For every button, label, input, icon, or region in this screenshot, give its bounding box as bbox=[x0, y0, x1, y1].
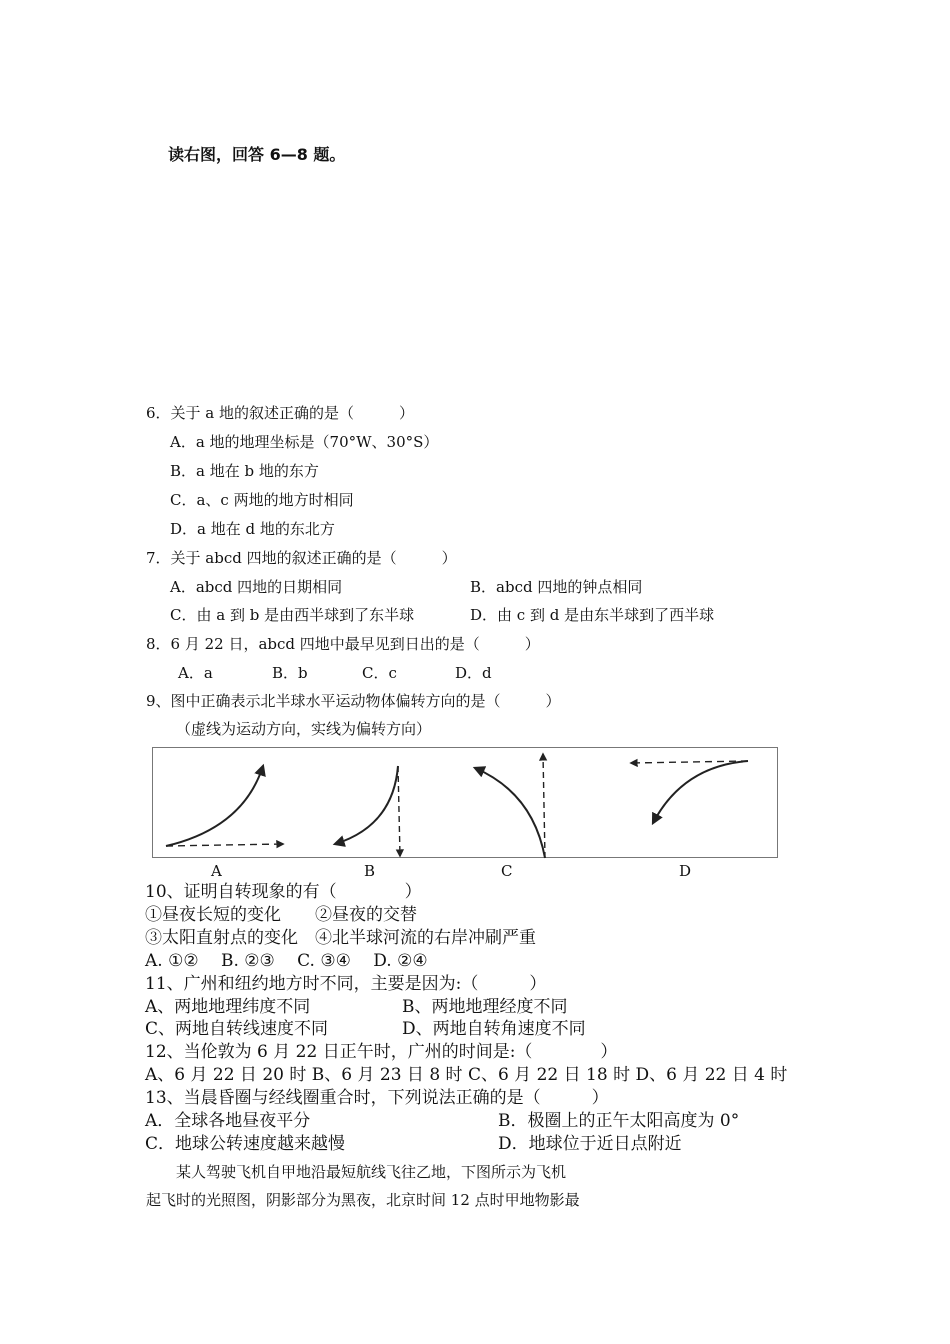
deflection-figure bbox=[152, 747, 778, 858]
q12-options: A、6 月 22 日 20 时 B、6 月 23 日 8 时 C、6 月 22 日 18 时 D、6 月 22 日 4 时 bbox=[145, 1065, 788, 1085]
q13-option-d: D．地球位于近日点附近 bbox=[498, 1134, 682, 1154]
q7-option-c: C．由 a 到 b 是由西半球到了东半球 bbox=[170, 606, 415, 624]
q6-option-d: D．a 地在 d 地的东北方 bbox=[170, 520, 335, 538]
q7-option-d: D．由 c 到 d 是由东半球到了西半球 bbox=[470, 606, 715, 624]
diagram-label-a: A bbox=[211, 862, 222, 880]
q8-option-a: A．a bbox=[178, 664, 213, 682]
q6-option-a: A．a 地的地理坐标是（70°W、30°S） bbox=[170, 433, 439, 451]
diagram-d bbox=[631, 761, 748, 823]
q6-option-b: B．a 地在 b 地的东方 bbox=[170, 462, 319, 480]
diagram-b bbox=[335, 766, 400, 856]
diagram-a-deflection-curve bbox=[166, 766, 263, 846]
diagram-b-motion-dashed bbox=[398, 766, 400, 856]
q8-option-d: D．d bbox=[455, 664, 492, 682]
q10-line1: ①昼夜长短的变化 ②昼夜的交替 bbox=[145, 905, 417, 925]
diagram-d-deflection-curve bbox=[653, 761, 748, 823]
q13-option-a: A．全球各地昼夜平分 bbox=[145, 1111, 311, 1131]
passage-line1: 某人驾驶飞机自甲地沿最短航线飞往乙地，下图所示为飞机 bbox=[176, 1163, 567, 1181]
diagram-b-deflection-curve bbox=[335, 766, 398, 844]
q10-options: A. ①② B. ②③ C. ③④ D. ②④ bbox=[145, 951, 428, 971]
q12-stem: 12、当伦敦为 6 月 22 日正午时，广州的时间是:（ ） bbox=[145, 1042, 618, 1062]
q13-option-b: B．极圈上的正午太阳高度为 0° bbox=[498, 1111, 740, 1131]
q8-option-c: C．c bbox=[362, 664, 397, 682]
diagram-label-c: C bbox=[501, 862, 513, 880]
diagram-label-d: D bbox=[679, 862, 692, 880]
q10-line2: ③太阳直射点的变化 ④北半球河流的右岸冲刷严重 bbox=[145, 928, 536, 948]
q11-option-b: B、两地地理经度不同 bbox=[402, 997, 568, 1017]
q10-stem: 10、证明自转现象的有（ ） bbox=[145, 882, 422, 902]
q7-option-a: A．abcd 四地的日期相同 bbox=[170, 578, 343, 596]
q11-stem: 11、广州和纽约地方时不同，主要是因为:（ ） bbox=[145, 974, 547, 994]
diagram-c bbox=[475, 754, 545, 858]
diagram-a bbox=[166, 766, 283, 846]
diagram-label-b: B bbox=[364, 862, 376, 880]
diagram-a-motion-dashed bbox=[166, 844, 283, 846]
diagram-c-deflection-curve bbox=[475, 768, 545, 858]
q7-stem: 7．关于 abcd 四地的叙述正确的是（ ） bbox=[146, 549, 457, 567]
q8-stem: 8．6 月 22 日，abcd 四地中最早见到日出的是（ ） bbox=[146, 635, 540, 653]
q11-option-a: A、两地地理纬度不同 bbox=[145, 997, 311, 1017]
q9-note: （虚线为运动方向，实线为偏转方向） bbox=[176, 720, 432, 738]
intro-text: 读右图，回答 6—8 题。 bbox=[168, 145, 346, 164]
passage-line2: 起飞时的光照图，阴影部分为黑夜，北京时间 12 点时甲地物影最 bbox=[146, 1191, 580, 1209]
diagram-c-motion-dashed bbox=[543, 754, 545, 858]
q6-option-c: C．a、c 两地的地方时相同 bbox=[170, 491, 354, 509]
q13-stem: 13、当晨昏圈与经线圈重合时，下列说法正确的是（ ） bbox=[145, 1088, 609, 1108]
q6-stem: 6．关于 a 地的叙述正确的是（ ） bbox=[146, 404, 415, 422]
q8-option-b: B．b bbox=[272, 664, 308, 682]
q11-option-c: C、两地自转线速度不同 bbox=[145, 1019, 329, 1039]
q9-stem: 9、图中正确表示北半球水平运动物体偏转方向的是（ ） bbox=[146, 692, 561, 710]
q13-option-c: C．地球公转速度越来越慢 bbox=[145, 1134, 346, 1154]
q11-option-d: D、两地自转角速度不同 bbox=[402, 1019, 586, 1039]
q7-option-b: B．abcd 四地的钟点相同 bbox=[470, 578, 643, 596]
